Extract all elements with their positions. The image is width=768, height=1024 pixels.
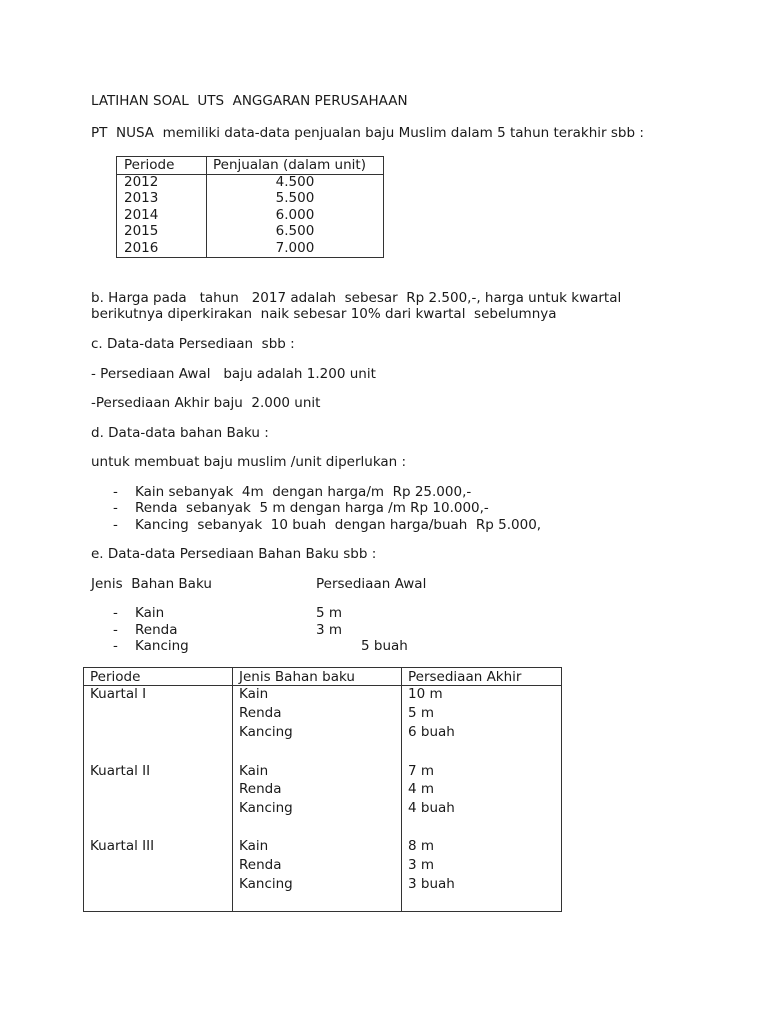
table-cell-quantity: 5 m [408, 705, 435, 721]
table-cell-units: 4.500 [275, 174, 315, 190]
table-header-persediaan-akhir: Persediaan Akhir [408, 669, 522, 685]
persediaan-awal-text: - Persediaan Awal baju adalah 1.200 unit [91, 366, 376, 382]
list-item: Kain sebanyak 4m dengan harga/m Rp 25.000,- [135, 484, 472, 500]
page-title: LATIHAN SOAL UTS ANGGARAN PERUSAHAAN [91, 93, 408, 109]
table-cell-material: Kain [239, 763, 269, 779]
ending-stock-table [83, 667, 562, 912]
table-cell-quantity: 7 m [408, 763, 435, 779]
list-bullet: - [113, 622, 118, 638]
sales-table [116, 156, 384, 258]
section-d-heading: d. Data-data bahan Baku : [91, 425, 269, 441]
table-cell-material: Kancing [239, 800, 293, 816]
column-divider [232, 668, 233, 911]
table-cell-period: Kuartal I [90, 686, 147, 702]
table-header-penjualan: Penjualan (dalam unit) [213, 157, 366, 173]
table-cell-quantity: 8 m [408, 838, 435, 854]
material-quantity: 3 m [316, 622, 343, 638]
list-bullet: - [113, 517, 118, 533]
table-cell-quantity: 4 buah [408, 800, 455, 816]
list-bullet: - [113, 605, 118, 621]
table-cell-units: 5.500 [275, 190, 315, 206]
column-divider [401, 668, 402, 911]
table-cell-material: Renda [239, 705, 282, 721]
intro-paragraph: PT NUSA memiliki data-data penjualan baju Muslim dalam 5 tahun terakhir sbb : [91, 125, 644, 141]
material-name: Kain [135, 605, 165, 621]
table-cell-material: Kain [239, 686, 269, 702]
material-name: Kancing [135, 638, 189, 654]
table-cell-material: Kain [239, 838, 269, 854]
table-cell-year: 2014 [124, 207, 159, 223]
list-item: Renda sebanyak 5 m dengan harga /m Rp 10.000,- [135, 500, 489, 516]
table-cell-quantity: 6 buah [408, 724, 455, 740]
material-quantity: 5 buah [361, 638, 408, 654]
table-cell-material: Kancing [239, 724, 293, 740]
table-cell-material: Renda [239, 857, 282, 873]
table-cell-period: Kuartal III [90, 838, 155, 854]
table-header-periode: Periode [90, 669, 141, 685]
table-cell-year: 2016 [124, 240, 159, 256]
section-d-intro: untuk membuat baju muslim /unit diperlukan : [91, 454, 407, 470]
persediaan-akhir-text: -Persediaan Akhir baju 2.000 unit [91, 395, 321, 411]
list-item: Kancing sebanyak 10 buah dengan harga/buah Rp 5.000, [135, 517, 542, 533]
table-cell-material: Renda [239, 781, 282, 797]
table-header-periode: Periode [124, 157, 175, 173]
table-cell-quantity: 3 m [408, 857, 435, 873]
list-bullet: - [113, 638, 118, 654]
column-label-jenis: Jenis Bahan Baku [91, 576, 212, 592]
table-cell-units: 7.000 [275, 240, 315, 256]
table-cell-year: 2013 [124, 190, 159, 206]
table-cell-material: Kancing [239, 876, 293, 892]
table-cell-quantity: 3 buah [408, 876, 455, 892]
section-b-line: b. Harga pada tahun 2017 adalah sebesar Rp 2.500,-, harga untuk kwartal [91, 290, 622, 306]
section-c-heading: c. Data-data Persediaan sbb : [91, 336, 295, 352]
material-name: Renda [135, 622, 178, 638]
column-label-persediaan-awal: Persediaan Awal [316, 576, 427, 592]
section-e-heading: e. Data-data Persediaan Bahan Baku sbb : [91, 546, 377, 562]
table-cell-quantity: 4 m [408, 781, 435, 797]
table-cell-quantity: 10 m [408, 686, 443, 702]
material-quantity: 5 m [316, 605, 343, 621]
section-b-line: berikutnya diperkirakan naik sebesar 10% dari kwartal sebelumnya [91, 306, 557, 322]
list-bullet: - [113, 484, 118, 500]
table-cell-year: 2012 [124, 174, 159, 190]
table-cell-year: 2015 [124, 223, 159, 239]
table-header-jenis: Jenis Bahan baku [239, 669, 355, 685]
list-bullet: - [113, 500, 118, 516]
table-cell-units: 6.500 [275, 223, 315, 239]
table-cell-period: Kuartal II [90, 763, 151, 779]
table-cell-units: 6.000 [275, 207, 315, 223]
